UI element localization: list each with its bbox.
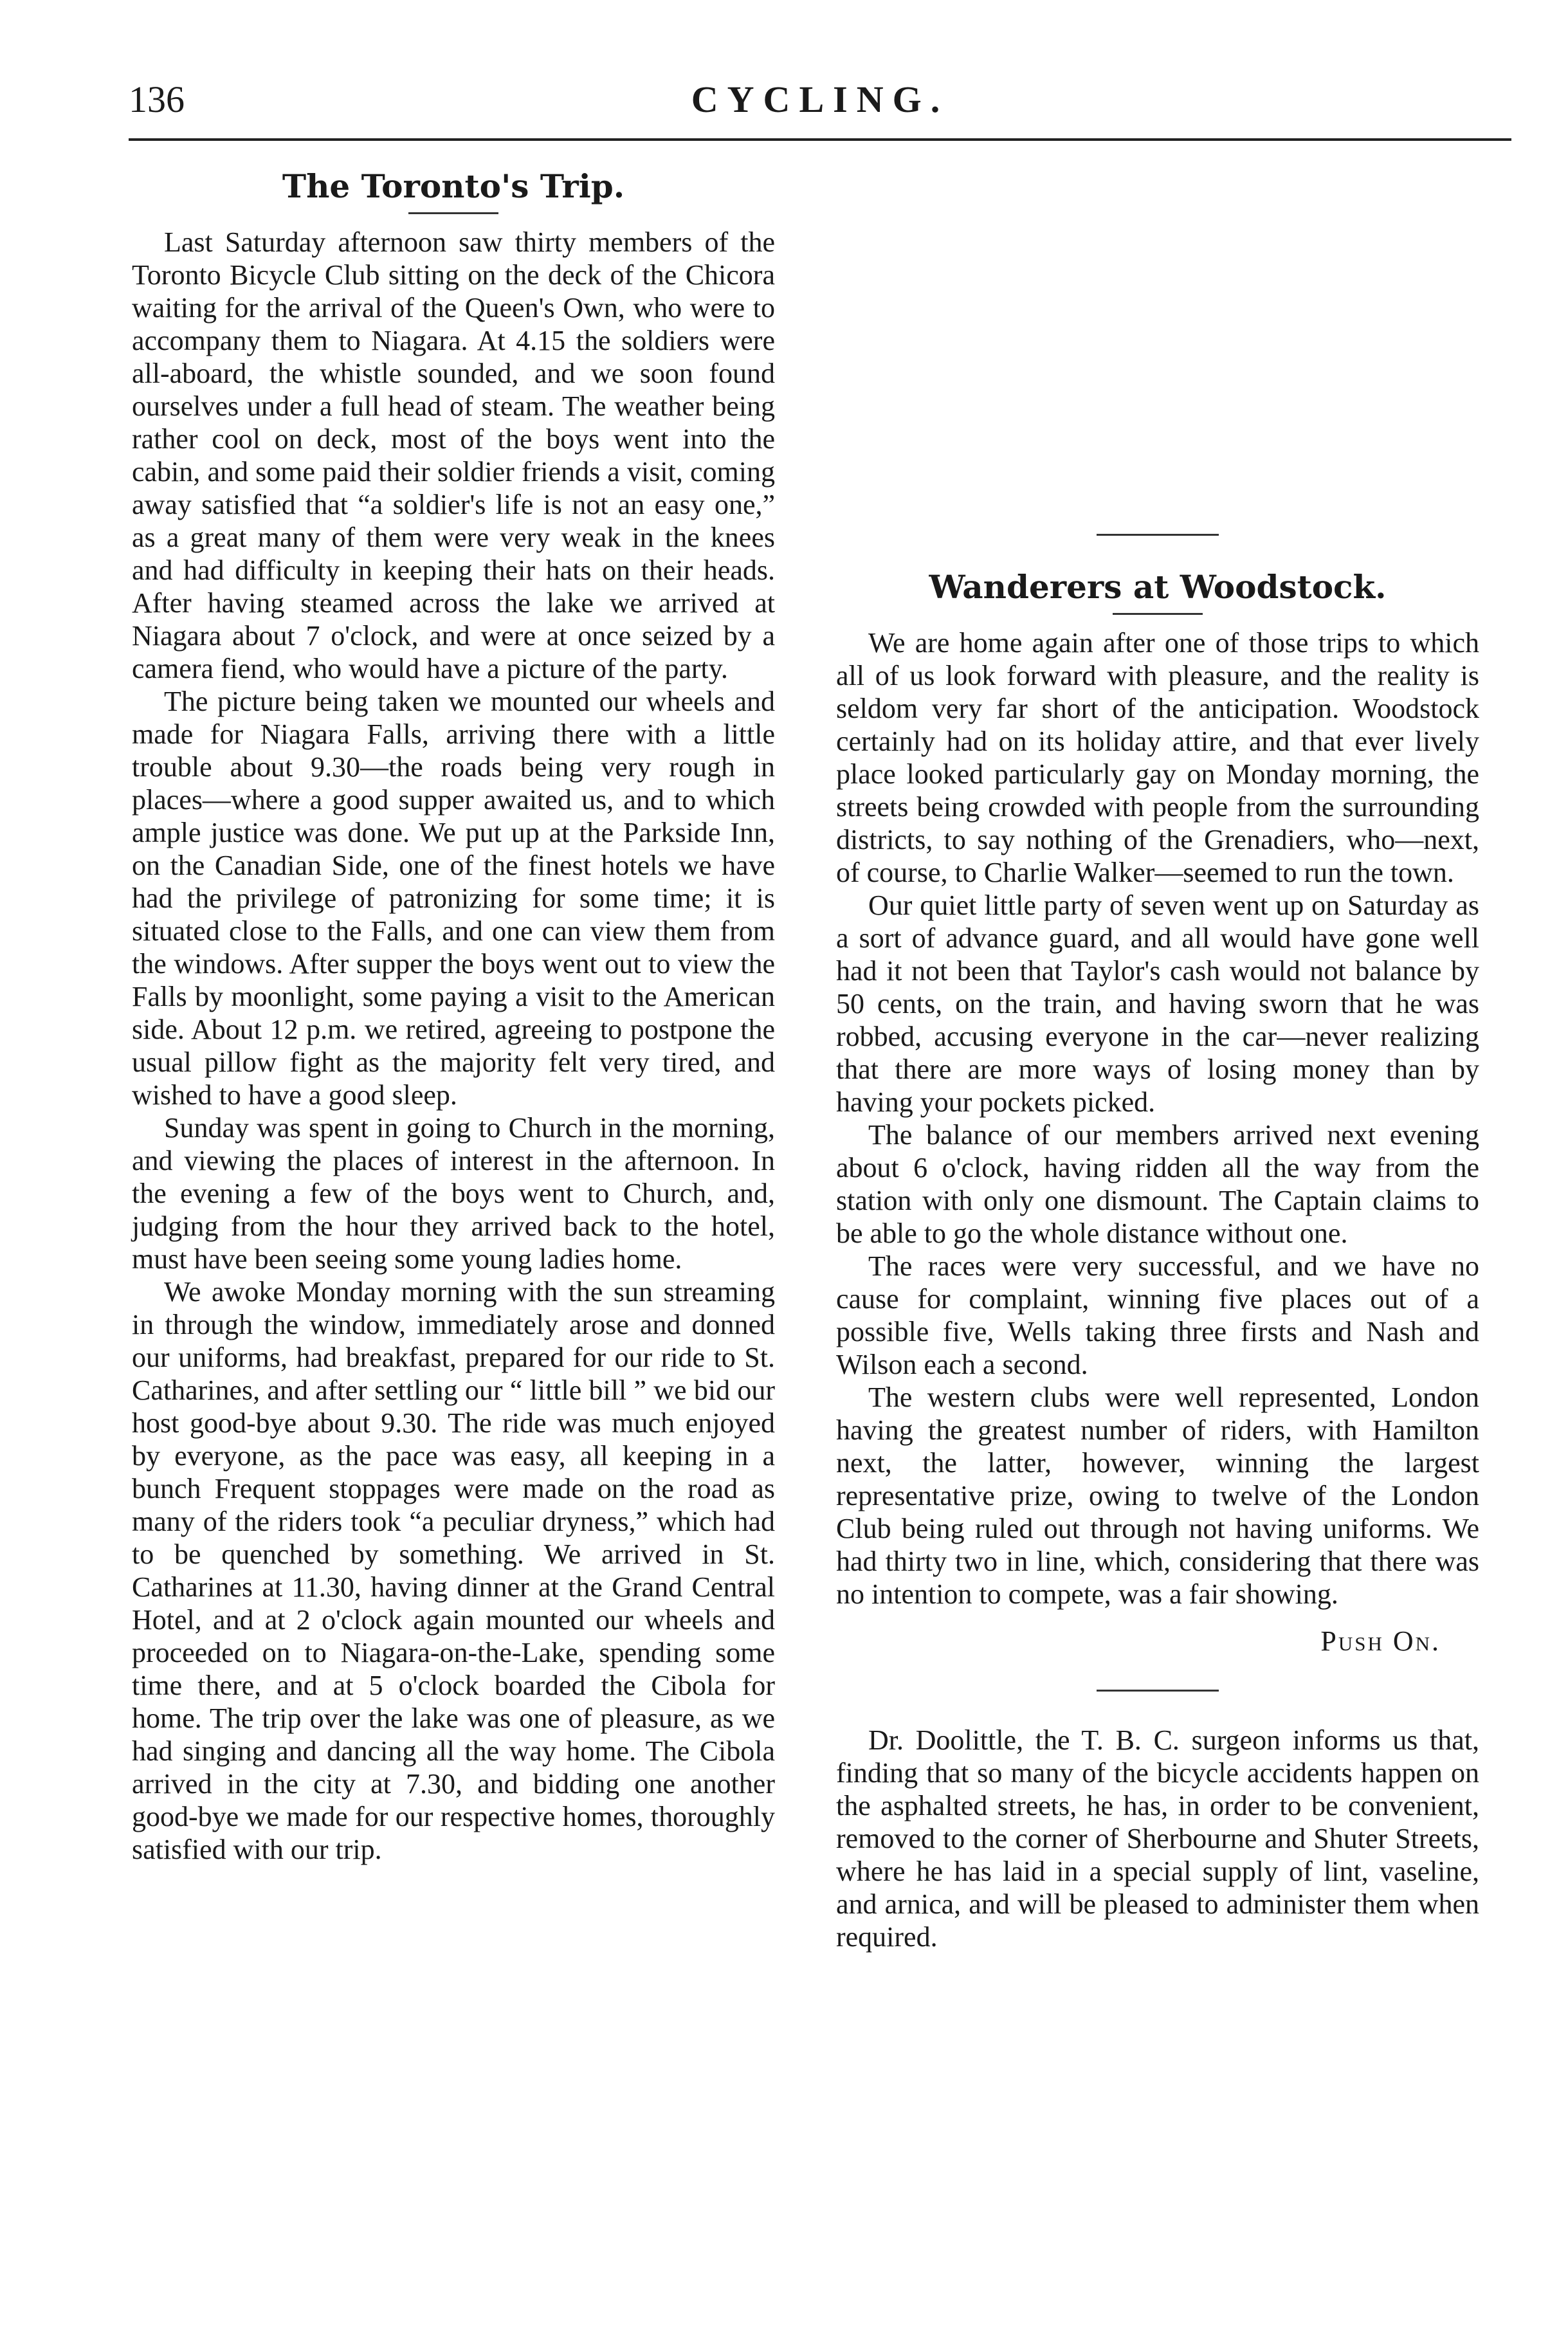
- column-continuation-space: [836, 167, 1479, 502]
- paragraph: The balance of our members arrived next evening about 6 o'clock, having ridden all the way from the station with only one dismount. The Captain claims to be able to go the whole distance without one.: [836, 1119, 1479, 1249]
- article-title-wanderers: Wanderers at Woodstock.: [929, 568, 1387, 606]
- title-rule: [1113, 613, 1203, 615]
- section-separator: [1097, 1690, 1219, 1692]
- paragraph: Our quiet little party of seven went up on Saturday as a sort of advance guard, and all would have gone well had it not been that Taylor's cash would not balance by 50 cents, on the train, and having sworn that he was robbed, accusing everyone in the car—never realizing that there are more ways of losing money than by having your pockets picked.: [836, 890, 1479, 1118]
- paragraph: We awoke Monday morning with the sun streaming in through the window, immediately arose and donned our uniforms, had breakfast, prepared for our ride to St. Catharines, and after settling our “ little bill ” we bid our host good-bye about 9.30. The ride was much enjoyed by everyone, as the pace was easy, all keeping in a bunch Frequent stoppages were made on the road as many of the riders took “a peculiar dryness,” which had to be quenched by something. We arrived in St. Catharines at 11.30, having dinner at the Grand Central Hotel, and at 2 o'clock again mounted our wheels and proceeded on to Niagara-on-the-Lake, spending some time there, and at 5 o'clock boarded the Cibola for home. The trip over the lake was one of pleasure, as we had singing and dancing all the way home. The Cibola arrived in the city at 7.30, and bidding one another good-bye we made for our respective homes, thoroughly satisfied with our trip.: [132, 1276, 775, 1865]
- paragraph: Dr. Doolittle, the T. B. C. surgeon informs us that, finding that so many of the bicycle accidents happen on the asphalted streets, he has, in order to be convenient, removed to the corner of Sherbourne and Shuter Streets, where he has laid in a special supply of lint, vaseline, and arnica, and will be pleased to administer them when required.: [836, 1724, 1479, 1953]
- paragraph: The picture being taken we mounted our wheels and made for Niagara Falls, arriving there with a little trouble about 9.30—the roads being very rough in places—where a good supper awaited us, and to which ample justice was done. We put up at the Parkside Inn, on the Canadian Side, one of the finest hotels we have had the privilege of patronizing for some time; it is situated close to the Falls, and one can view them from the windows. After supper the boys went out to view the Falls by moonlight, some paying a visit to the American side. About 12 p.m. we retired, agreeing to postpone the usual pillow fight as the majority felt very tired, and wished to have a good sleep.: [132, 686, 775, 1111]
- page-number: 136: [129, 78, 185, 120]
- left-column: [132, 167, 775, 1866]
- paragraph: The races were very successful, and we have no cause for complaint, winning five places out of a possible five, Wells taking three firsts and Nash and Wilson each a second.: [836, 1250, 1479, 1380]
- running-title: CYCLING.: [691, 78, 949, 120]
- header-rule: [129, 138, 1511, 141]
- paragraph: The western clubs were well represented, London having the greatest number of riders, with Hamilton next, the latter, however, winning the largest representative prize, owing to twelve of the London Club being ruled out through not having uniforms. We had thirty two in line, which, considering that there was no intention to compete, was a fair showing.: [836, 1382, 1479, 1610]
- signature: Push On.: [1320, 1625, 1441, 1657]
- right-column: [836, 167, 1479, 1953]
- paragraph: Last Saturday afternoon saw thirty members of the Toronto Bicycle Club sitting on the deck of the Chicora waiting for the arrival of the Queen's Own, who were to accompany them to Niagara. At 4.15 the soldiers were all-aboard, the whistle sounded, and we soon found ourselves under a full head of steam. The weather being rather cool on deck, most of the boys went into the cabin, and some paid their soldier friends a visit, coming away satisfied that “a soldier's life is not an easy one,” as a great many of them were very weak in the knees and had difficulty in keeping their hats on their heads. After having steamed across the lake we arrived at Niagara about 7 o'clock, and were at once seized by a camera fiend, who would have a picture of the party.: [132, 226, 775, 684]
- paragraph: Sunday was spent in going to Church in the morning, and viewing the places of interest in the afternoon. In the evening a few of the boys went to Church, and, judging from the hour they arrived back to the hotel, must have been seeing some young ladies home.: [132, 1112, 775, 1275]
- page-header: [129, 77, 1511, 129]
- title-rule: [408, 212, 498, 214]
- article-title-toronto: The Toronto's Trip.: [282, 167, 625, 205]
- section-separator: [1097, 534, 1219, 536]
- paragraph: We are home again after one of those trips to which all of us look forward with pleasure, and the reality is seldom very far short of the anticipation. Woodstock certainly had on its holiday attire, and that ever lively place looked particularly gay on Monday morning, the streets being crowded with people from the surrounding districts, to say nothing of the Grenadiers, who—next, of course, to Charlie Walker—seemed to run the town.: [836, 627, 1479, 888]
